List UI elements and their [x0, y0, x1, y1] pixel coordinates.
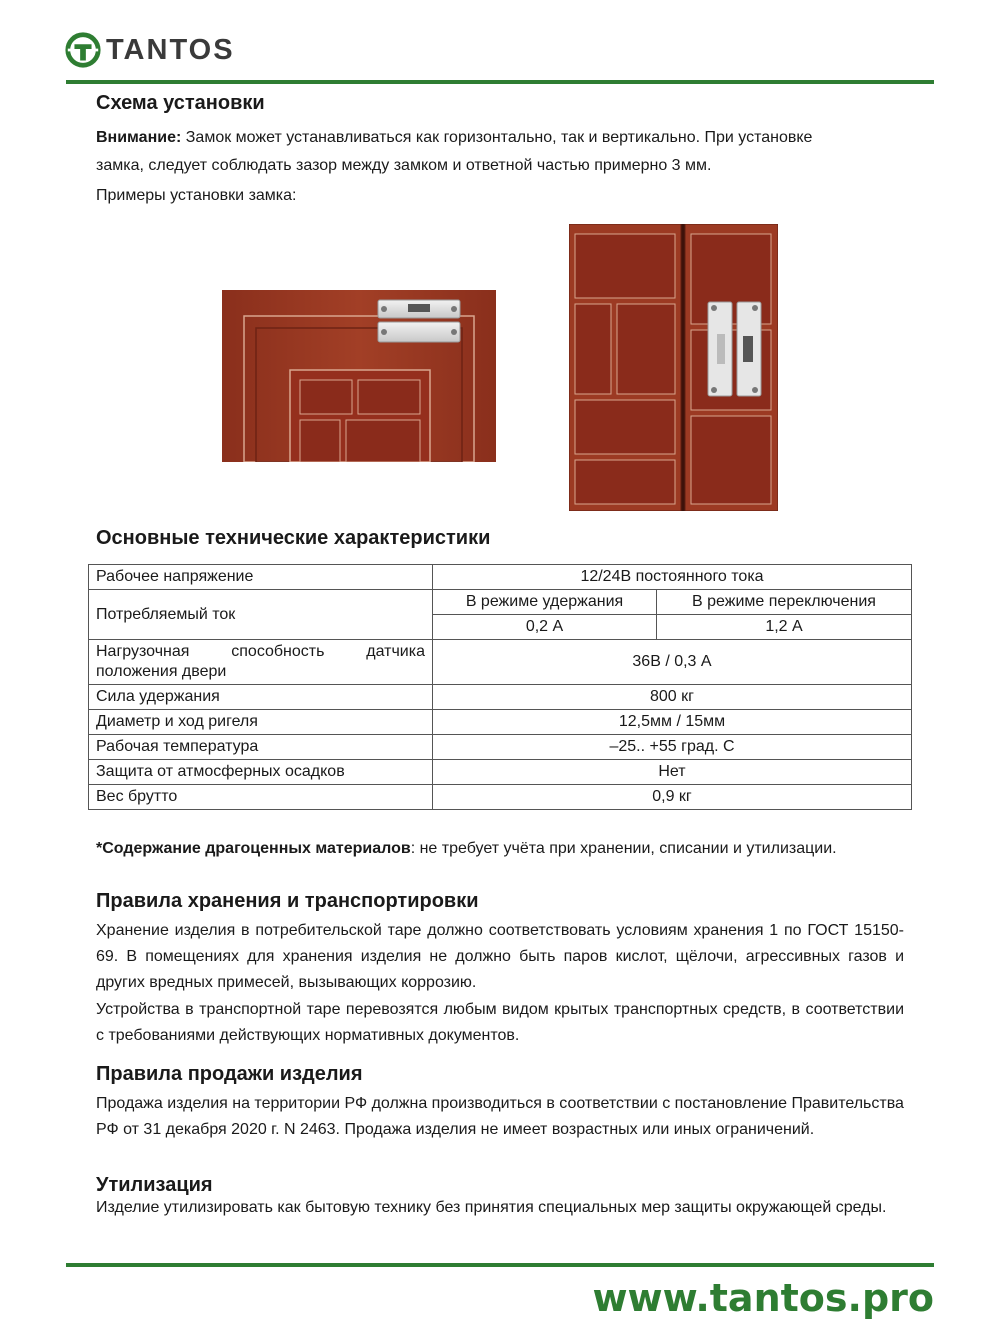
header-divider [66, 80, 934, 84]
spec-value-switch: 1,2 А [657, 615, 912, 640]
sale-title: Правила продажи изделия [96, 1063, 363, 1085]
note-text: : не требует учёта при хранении, списании и утилизации. [410, 840, 837, 857]
spec-label: Диаметр и ход ригеля [89, 710, 433, 735]
spec-label: Вес брутто [89, 785, 433, 810]
specs-table [88, 564, 912, 810]
spec-label: Нагрузочная способность датчика положения двери [89, 640, 433, 685]
footer-website[interactable]: www.tantos.pro [592, 1276, 934, 1320]
spec-label: Рабочая температура [89, 735, 433, 760]
spec-label: Рабочее напряжение [89, 565, 433, 590]
install-attention [96, 122, 904, 153]
spec-label: Потребляемый ток [89, 590, 433, 640]
tantos-logo-icon [64, 31, 102, 69]
attention-label: Внимание: [96, 129, 182, 146]
door-vertical-image [569, 224, 778, 511]
precious-metals-note [96, 838, 904, 859]
door-horizontal-image [222, 290, 496, 462]
spec-label: Защита от атмосферных осадков [89, 760, 433, 785]
disposal-text: Изделие утилизировать как бытовую технику без принятия специальных мер защиты окружающей среды. [96, 1199, 887, 1216]
note-bold: *Содержание драгоценных материалов [96, 840, 411, 857]
spec-label: Сила удержания [89, 685, 433, 710]
install-examples: Примеры установки замка: [96, 187, 297, 204]
disposal-title: Утилизация [96, 1174, 213, 1196]
table-row [89, 710, 912, 735]
brand-name: TANTOS [106, 33, 235, 66]
sale-text: Продажа изделия на территории РФ должна производиться в соответствии с постановление Правительства РФ от 31 декабря 2020 г. N 2463. Продажа изделия не имеет возрастных или иных ограничений. [96, 1095, 904, 1138]
footer-divider [66, 1263, 934, 1267]
table-row [89, 760, 912, 785]
table-row [89, 735, 912, 760]
table-row [89, 590, 912, 615]
spec-value: 12/24В постоянного тока [433, 565, 912, 590]
spec-value: 0,9 кг [433, 785, 912, 810]
spec-value: Нет [433, 760, 912, 785]
table-row [89, 785, 912, 810]
spec-value-hold: 0,2 А [433, 615, 657, 640]
install-title: Схема установки [96, 92, 265, 114]
spec-value: 800 кг [433, 685, 912, 710]
storage-title: Правила хранения и транспортировки [96, 890, 479, 912]
attention-text-1: Замок может устанавливаться как горизонтально, так и вертикально. При установке [181, 129, 813, 146]
spec-value: 36В / 0,3 А [433, 640, 912, 685]
storage-text-2: Устройства в транспортной таре перевозятся любым видом крытых транспортных средств, в соответствии с требованиями действующих нормативных документов. [96, 1001, 904, 1044]
table-row [89, 685, 912, 710]
spec-value: –25.. +55 град. С [433, 735, 912, 760]
spec-mode-switch: В режиме переключения [657, 590, 912, 615]
brand-logo [64, 30, 235, 70]
table-row [89, 640, 912, 685]
table-row [89, 565, 912, 590]
specs-title: Основные технические характеристики [96, 527, 491, 549]
install-attention-2: замка, следует соблюдать зазор между замком и ответной частью примерно 3 мм. [96, 157, 712, 174]
storage-text-1: Хранение изделия в потребительской таре должно соответствовать условиям хранения 1 по ГОСТ 15150-69. В помещениях для хранения изделия не должно быть паров кислот, щёлочи, агрессивных газов и других вредных примесей, вызывающих коррозию. [96, 922, 904, 991]
spec-mode-hold: В режиме удержания [433, 590, 657, 615]
spec-value: 12,5мм / 15мм [433, 710, 912, 735]
